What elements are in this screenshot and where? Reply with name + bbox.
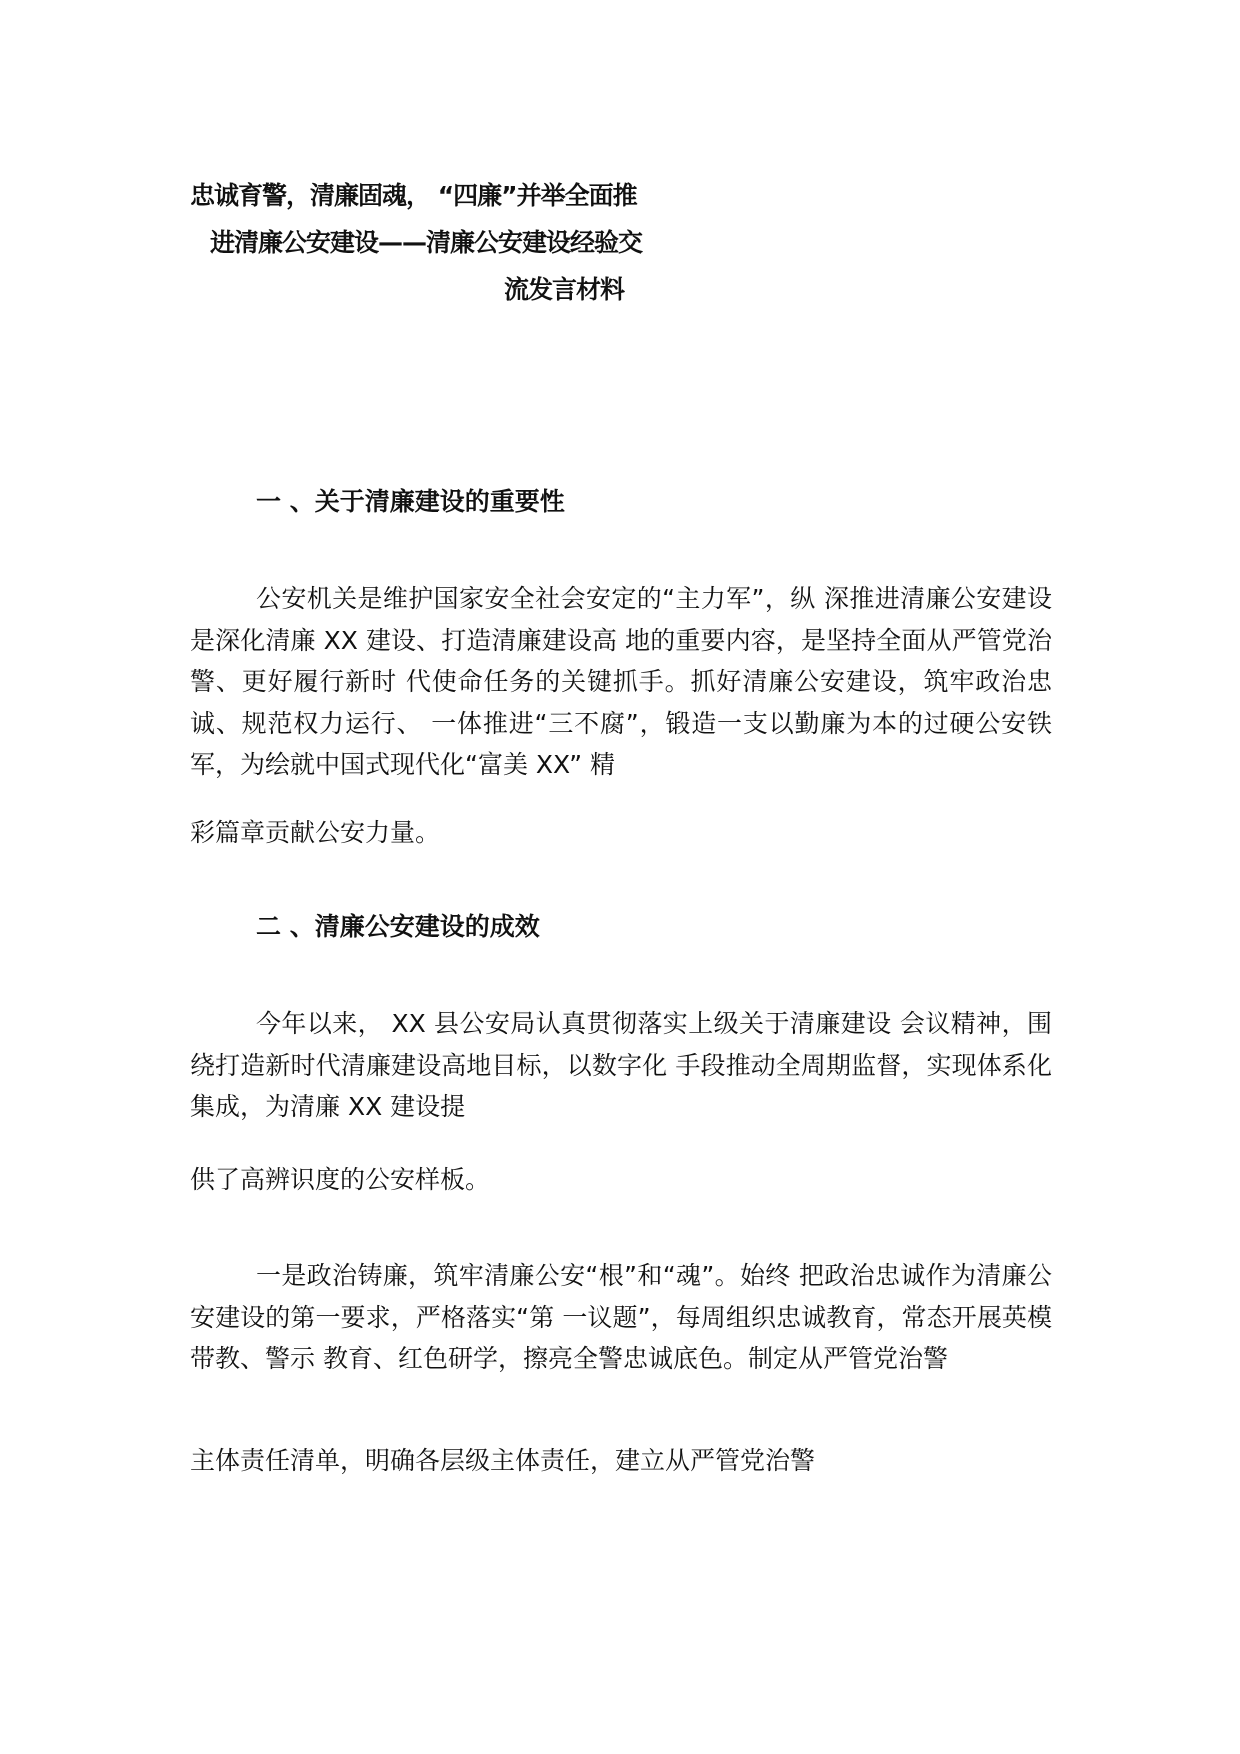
paragraph-achievements: 今年以来， XX 县公安局认真贯彻落实上级关于清廉建设 会议精神，围绕打造新时代清廉建设高地目标，以数字化 手段推动全周期监督，实现体系化集成，为清廉 XX 建设提 [190,1009,1052,1121]
document-title-line-2: 进清廉公安建设——清廉公安建设经验交 [210,228,643,257]
paragraph-importance: 公安机关是维护国家安全社会安定的“主力军”，纵 深推进清廉公安建设是深化清廉 XX 建设、打造清廉建设高 地的重要内容，是坚持全面从严管党治警、更好履行新时 代使命任务的关键抓手。抓好清廉公安建设，筑牢政治忠 诚、规范权力运行、 一体推进“三不腐”，锻造一支以勤廉为本的过硬公安铁军，为绘就中国式现代化“富美 XX” 精 [190,584,1052,779]
document-title-line-1: 忠诚育警，清廉固魂， “四廉”并举全面推 [190,181,637,210]
paragraph-achievements-continuation: 供了高辨识度的公安样板。 [190,1165,491,1194]
paragraph-political-integrity: 一是政治铸廉，筑牢清廉公安“根”和“魂”。始终 把政治忠诚作为清廉公安建设的第一要求，严格落实“第 一议题”，每周组织忠诚教育，常态开展英模带教、警示 教育、红色研学，擦亮全警忠诚底色。制定从严管党治警 [190,1261,1052,1373]
paragraph-political-integrity-continuation: 主体责任清单，明确各层级主体责任，建立从严管党治警 [190,1446,816,1475]
section-heading-importance: 一 、关于清廉建设的重要性 [256,487,565,516]
section-heading-achievements: 二 、清廉公安建设的成效 [256,912,540,941]
paragraph-importance-continuation: 彩篇章贡献公安力量。 [190,818,441,847]
document-title-line-3: 流发言材料 [504,275,625,304]
